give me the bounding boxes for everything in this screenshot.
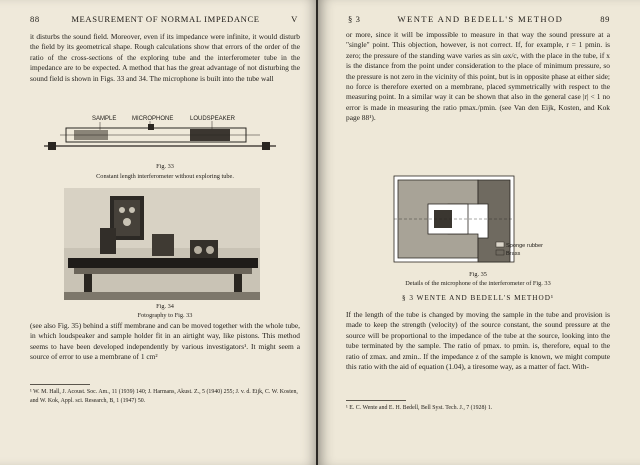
left-page-number: 88 bbox=[30, 14, 40, 24]
fig34-photograph bbox=[64, 188, 260, 300]
left-footnote: ¹ W. M. Hall, J. Acoust. Soc. Am., 11 (1939) 140; J. Harmans, Akust. Z., 5 (1940) 255; J. v. d. Eijk, C. W. Kosten, and W. Kok, Appl. sci. Research, B, 1 (1947) 50. bbox=[30, 389, 298, 404]
fig34-title: Fig. 34 bbox=[156, 303, 174, 310]
fig33-title: Fig. 33 bbox=[156, 163, 174, 170]
fig33-caption: Constant length interferometer without exploring tube. bbox=[96, 173, 234, 180]
left-bottom-paragraph: (see also Fig. 35) behind a stiff membrane and can be moved together with the whole tube, in which loudspeaker and sample holder fit in an airtight way, like pistons. This method seems to have been developed independently by various investigators¹. It might seem a source of error to use a membrane of 1 cm² bbox=[30, 321, 300, 362]
left-top-paragraph: it disturbs the sound field. Moreover, even if its impedance were infinite, it would disturb the field by its geometrical shape. Rough calculations show that errors of the order of the ratio of the cross-sections of the exploring tube and the interferometer tube in the impedance are to be expected. A method that has the great advantage of not disturbing the sound field is shown in Figs. 33 and 34. The microphone is built into the tube wall bbox=[30, 32, 300, 83]
right-running-head bbox=[348, 14, 610, 24]
right-section-mark: § 3 bbox=[348, 14, 361, 24]
right-page bbox=[318, 0, 640, 465]
left-chapter-number: V bbox=[291, 14, 298, 24]
left-head-title: MEASUREMENT OF NORMAL IMPEDANCE bbox=[71, 14, 260, 24]
left-running-head bbox=[30, 14, 298, 24]
fig33-diagram bbox=[40, 112, 280, 158]
fig34-caption: Fotography to Fig. 33 bbox=[137, 312, 193, 319]
left-footnote-rule bbox=[30, 384, 90, 385]
label-loudspeaker: LOUDSPEAKER bbox=[190, 116, 236, 122]
legend-brass: Brass bbox=[506, 251, 521, 257]
right-page-number: 89 bbox=[600, 14, 610, 24]
fig35-diagram bbox=[384, 170, 574, 268]
right-head-title: WENTE AND BEDELL'S METHOD bbox=[397, 14, 564, 24]
fig35-title: Fig. 35 bbox=[469, 271, 487, 278]
section-heading: § 3 WENTE AND BEDELL'S METHOD¹ bbox=[401, 294, 555, 302]
legend-sponge-rubber: Sponge rubber bbox=[506, 243, 544, 249]
left-page bbox=[0, 0, 318, 465]
right-top-paragraph: or more, since it will be impossible to measure in that way the sound pressure at a "single" point. This objection, however, is not correct. If, for example, r = 1 pmin. is zero; the pressure of the standing wave varies as sin ωx/c, with the place in the tube, if x is the distance from the point under consideration to the place of minimum pressure, so the pressure is not zero in the vicinity of this point, but is in opposite phase at either side; no force is therefore exerted on a membrane, placed symmetrically with respect to the measuring point. In a similar way it can be shown that also in the general case |r| < 1 no error is made in measuring the ratio pmax./pmin. (see Van den Eijk, Kosten, and Kok page 88¹). bbox=[346, 30, 610, 123]
fig35-caption: Details of the microphone of the interferometer of Fig. 33 bbox=[405, 280, 551, 287]
label-microphone: MICROPHONE bbox=[132, 116, 174, 122]
right-bottom-paragraph: If the length of the tube is changed by moving the sample in the tube and provision is made to keep the strength (velocity) of the source constant, the sound pressure at the source will be proportional to the impedance of the tube at the source, looking into the tube terminated by the sample. The ratio of pmax. to pmin. is, therefore, equal to the ratio of zmax. and zmin.. If the impedance z of the sample is known, we might compute this ratio with the aid of equation (1.04), a tiresome way, as a matter of fact. With- bbox=[346, 310, 610, 372]
right-footnote: ¹ E. C. Wente and E. H. Bedell, Bell Syst. Tech. J., 7 (1928) 1. bbox=[346, 405, 493, 411]
label-sample: SAMPLE bbox=[92, 116, 117, 122]
right-footnote-rule bbox=[346, 400, 406, 401]
